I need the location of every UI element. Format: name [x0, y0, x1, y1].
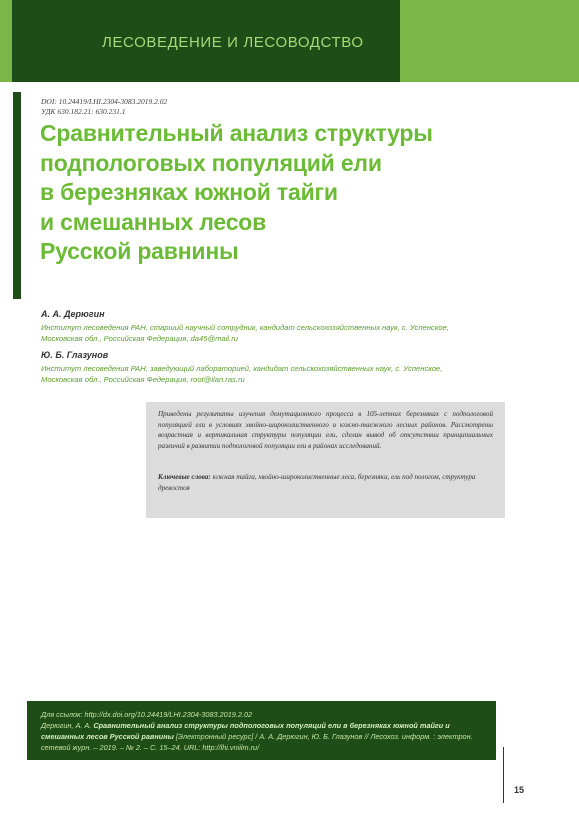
keywords-label: Ключевые слова: — [158, 473, 211, 481]
author-name: Ю. Б. Глазунов — [41, 350, 109, 360]
citation-link-line: Для ссылок: http://dx.doi.org/10.24419/LHI.2304-3083.2019.2.02 — [41, 710, 253, 719]
citation-rest: [Электронный ресурс] / А. А. Дерюгин, Ю. Б. Глазунов // Лесохоз. информ. : электрон. сетевой журн. – 2019. – № 2. – С. 15–24. URL: http://lhi.vniilm.ru/ — [41, 732, 473, 752]
keywords — [158, 472, 493, 493]
author-affiliation: Институт лесоведения РАН, заведующий лабораторией, кандидат сельскохозяйственных наук, с. Успенское, Московская обл., Российская Федерация, root@ilan.ras.ru — [41, 364, 443, 384]
doi-line: DOI: 10.24419/LHI.2304-3083.2019.2.02 — [41, 97, 168, 106]
citation-authors: Дерюгин, А. А. — [41, 721, 92, 730]
keywords-text: южная тайга, хвойно-широколиственные леса, березняки, ель под пологом, структура древостоя — [158, 473, 476, 492]
udk-line: УДК 630.182.21: 630.231.1 — [41, 107, 126, 116]
title-line: Сравнительный анализ структуры — [40, 120, 433, 146]
author-name: А. А. Дерюгин — [41, 309, 105, 319]
abstract-text: Приведены результаты изучения демутационного процесса в 105-летних березняках с подпологовой популяцией ели в условиях хвойно-широколиственного и южно-таежного лесных районов. Рассмотрены возрастная и вертикальная структуры популяции ели, сделан вывод об отсутствии принципиальных различий в развитии подпологовой популяции ели в районах исследований. — [158, 410, 493, 450]
article-title — [40, 119, 460, 267]
title-accent-bar — [13, 92, 21, 299]
title-line: подпологовых популяций ели — [40, 149, 382, 176]
title-line: в березняках южной тайги — [40, 179, 338, 205]
header-accent-light — [0, 0, 12, 82]
citation-text — [41, 709, 486, 753]
section-title: ЛЕСОВЕДЕНИЕ И ЛЕСОВОДСТВО — [102, 34, 364, 51]
title-line: Русской равнины — [40, 238, 239, 264]
title-line: и смешанных лесов — [40, 208, 267, 235]
citation-title: Сравнительный анализ структуры подпологовых популяций ели в березняках южной тайги и смешанных лесов Русской равнины — [41, 721, 450, 741]
page-number: 15 — [514, 785, 525, 795]
header-accent-green — [400, 0, 579, 82]
author-affiliation: Институт лесоведения РАН, старший научный сотрудник, кандидат сельскохозяйственных наук, с. Успенское, Московская обл., Российская Федерация, da45@mail.ru — [41, 323, 449, 343]
page-number-rule — [503, 747, 504, 803]
